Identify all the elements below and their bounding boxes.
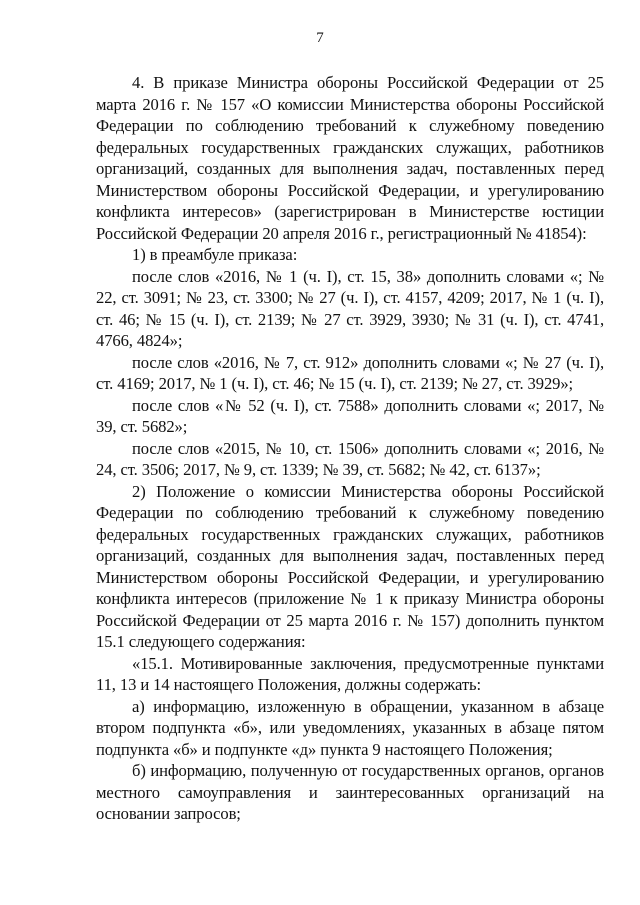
paragraph-subitem-2: 2) Положение о комиссии Министерства обороны Российской Федерации по соблюдению требований к служебному поведению федеральных государственных гражданских служащих, работников организаций, созданных для выполнения задач, поставленных перед Министерством обороны Российской Федерации, и урегулированию конфликта интересов (приложение № 1 к приказу Министра обороны Российской Федерации от 25 марта 2016 г. № 157) дополнить пунктом 15.1 следующего содержания: [96,481,604,651]
paragraph-item-4: 4. В приказе Министра обороны Российской Федерации от 25 марта 2016 г. № 157 «О комиссии Министерства обороны Российской Федерации по соблюдению требований к служебному поведению федеральных государственных гражданских служащих, работников организаций, созданных для выполнения задач, поставленных перед Министерством обороны Российской Федерации, и урегулированию конфликта интересов» (зарегистрирован в Министерстве юстиции Российской Федерации 20 апреля 2016 г., регистрационный № 41854): [96,73,604,243]
paragraph-amendment-3: после слов «№ 52 (ч. I), ст. 7588» дополнить словами «; 2017, № 39, ст. 5682»; [96,395,604,436]
document-body [96,72,604,825]
paragraph-amendment-1: после слов «2016, № 1 (ч. I), ст. 15, 38» дополнить словами «; № 22, ст. 3091; № 23, ст. 3300; № 27 (ч. I), ст. 4157, 4209; 2017, № 1 (ч. I), ст. 46; № 15 (ч. I), ст. 2139; № 27 ст. 3929, 3930; № 31 (ч. I), ст. 4741, 4766, 4824»; [96,266,604,350]
paragraph-amendment-2: после слов «2016, № 7, ст. 912» дополнить словами «; № 27 (ч. I), ст. 4169; 2017, № 1 (ч. I), ст. 46; № 15 (ч. I), ст. 2139; № 27, ст. 3929»; [96,352,604,393]
paragraph-clause-a: а) информацию, изложенную в обращении, указанном в абзаце втором подпункта «б», или уведомлениях, указанных в абзаце пятом подпункта «б» и подпункте «д» пункта 9 настоящего Положения; [96,696,604,759]
paragraph-amendment-4: после слов «2015, № 10, ст. 1506» дополнить словами «; 2016, № 24, ст. 3506; 2017, № 9, ст. 1339; № 39, ст. 5682; № 42, ст. 6137»; [96,438,604,479]
paragraph-clause-15-1: «15.1. Мотивированные заключения, предусмотренные пунктами 11, 13 и 14 настоящего Положения, должны содержать: [96,653,604,694]
paragraph-subitem-1: 1) в преамбуле приказа: [132,245,298,264]
paragraph-clause-b: б) информацию, полученную от государственных органов, органов местного самоуправления и заинтересованных организаций на основании запросов; [96,761,604,823]
page-number: 7 [316,30,324,46]
